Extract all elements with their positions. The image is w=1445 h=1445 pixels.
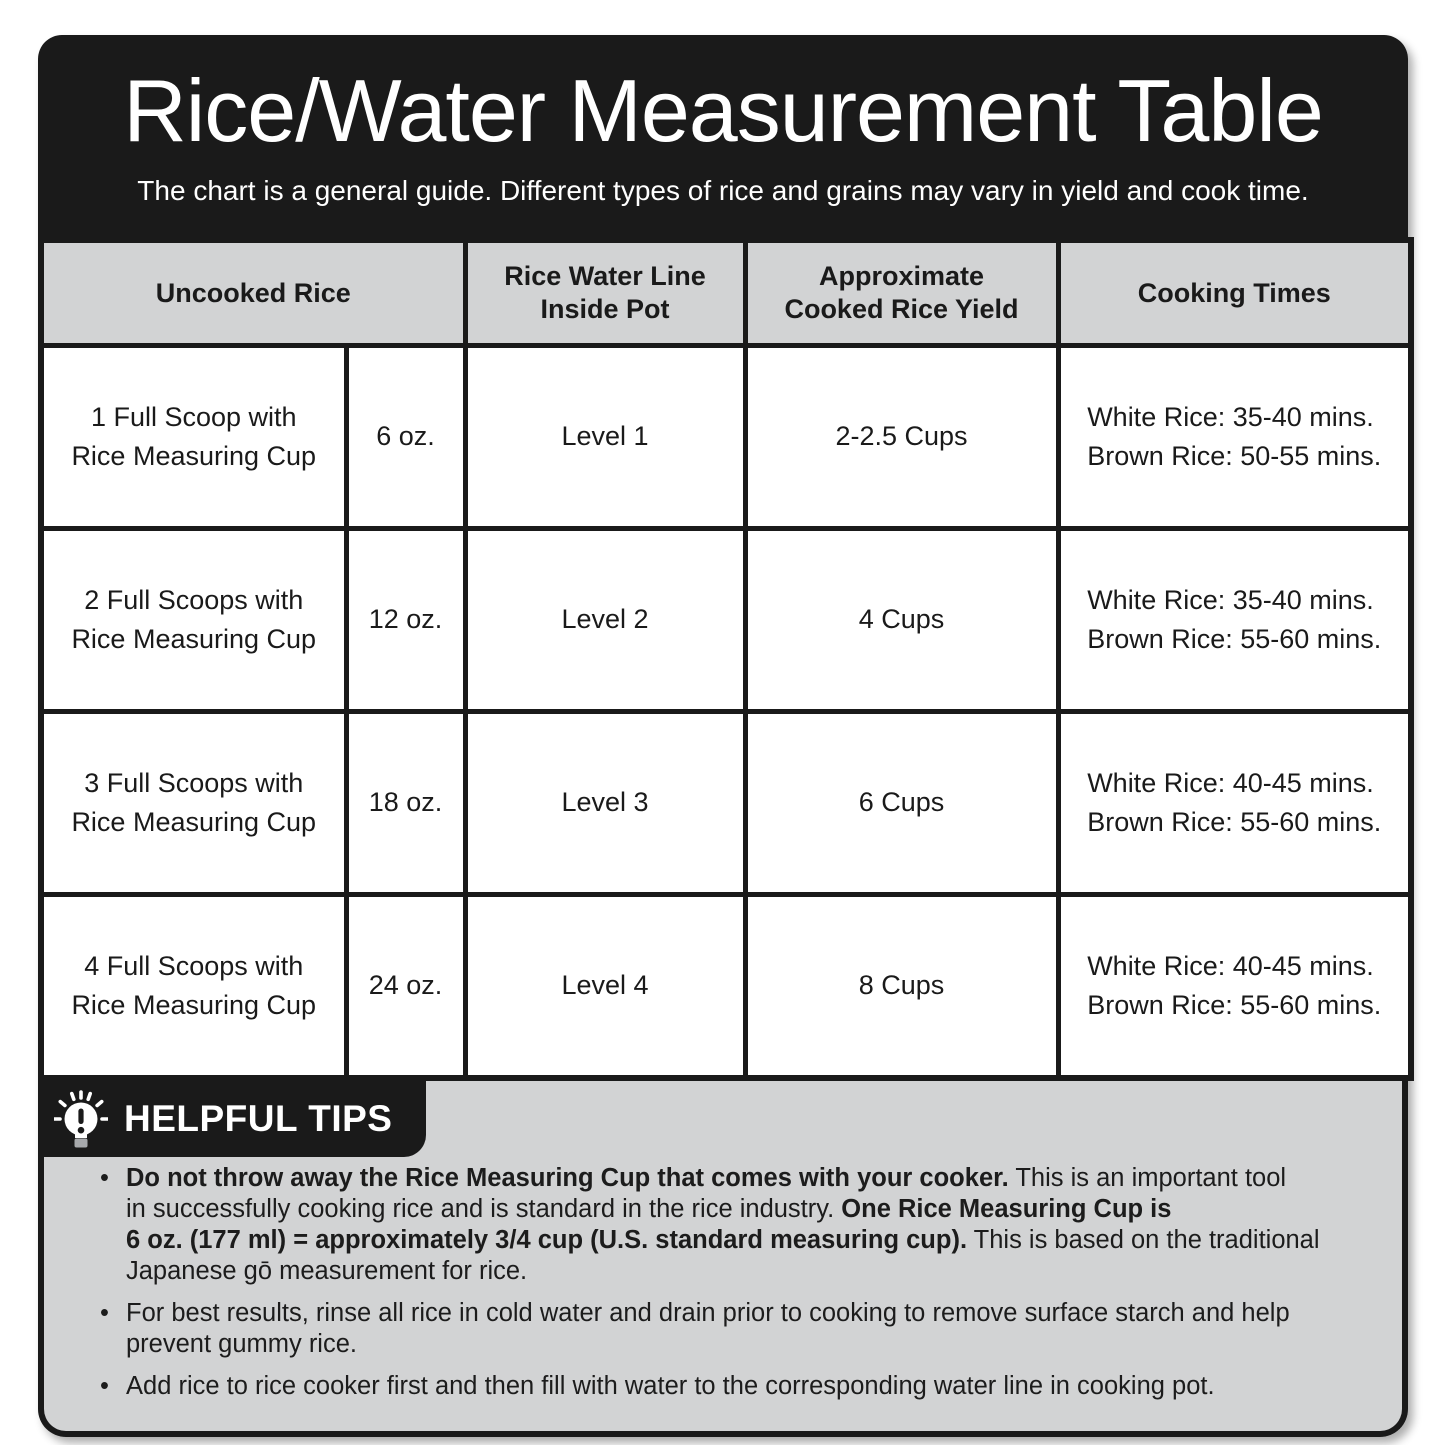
cell-uncooked-rice: 3 Full Scoops with Rice Measuring Cup xyxy=(41,712,346,895)
cell-cooked-yield: 8 Cups xyxy=(745,895,1058,1079)
tip-segment: Japanese gō measurement for rice. xyxy=(126,1257,528,1285)
cell-uncooked-rice: 2 Full Scoops with Rice Measuring Cup xyxy=(41,529,346,712)
tip-text xyxy=(126,1298,1290,1360)
lightbulb-icon xyxy=(54,1089,108,1149)
tip-item xyxy=(100,1371,1368,1402)
cell-water-line: Level 1 xyxy=(465,346,745,529)
tip-item xyxy=(100,1298,1368,1360)
cell-cooking-times xyxy=(1058,895,1411,1079)
cell-water-line: Level 2 xyxy=(465,529,745,712)
cell-cooking-times xyxy=(1058,529,1411,712)
tip-segment: This is based on the traditional xyxy=(967,1226,1320,1254)
table-row xyxy=(41,895,1411,1079)
cooking-times-block: White Rice: 35-40 mins. Brown Rice: 50-55 mins. xyxy=(1087,401,1382,471)
cell-cooked-yield: 4 Cups xyxy=(745,529,1058,712)
tip-line xyxy=(126,1194,1320,1225)
tip-segment-bold: One Rice Measuring Cup is xyxy=(841,1195,1172,1223)
tip-segment: Add rice to rice cooker first and then fill with water to the corresponding water line in cooking pot. xyxy=(126,1372,1215,1400)
tip-segment-bold: 6 oz. (177 ml) = approximately 3/4 cup (U.S. standard measuring cup). xyxy=(126,1226,968,1254)
table-row xyxy=(41,346,1411,529)
tip-segment-bold: Do not throw away the Rice Measuring Cup that comes with your cooker. xyxy=(126,1164,1009,1192)
cell-cooked-yield: 6 Cups xyxy=(745,712,1058,895)
tips-list xyxy=(84,1163,1368,1402)
column-header-uncooked-rice: Uncooked Rice xyxy=(41,240,465,346)
measurement-sheet xyxy=(38,35,1408,1437)
bullet-icon: • xyxy=(100,1164,109,1192)
table-row xyxy=(41,712,1411,895)
header-panel xyxy=(38,35,1408,237)
helpful-tips-heading: HELPFUL TIPS xyxy=(124,1098,393,1139)
cooking-times-block: White Rice: 40-45 mins. Brown Rice: 55-60 mins. xyxy=(1087,767,1382,837)
table-body xyxy=(41,346,1411,1079)
cell-ounces: 18 oz. xyxy=(346,712,465,895)
tip-segment: This is an important tool xyxy=(1008,1164,1287,1192)
measurement-table xyxy=(38,237,1414,1081)
tip-text xyxy=(126,1163,1320,1287)
table-header-row xyxy=(41,240,1411,346)
cell-ounces: 24 oz. xyxy=(346,895,465,1079)
cell-water-line: Level 4 xyxy=(465,895,745,1079)
bullet-icon: • xyxy=(100,1372,109,1400)
cell-cooking-times xyxy=(1058,346,1411,529)
tip-line xyxy=(126,1371,1215,1402)
cell-uncooked-rice: 1 Full Scoop with Rice Measuring Cup xyxy=(41,346,346,529)
cooking-times-block: White Rice: 40-45 mins. Brown Rice: 55-60 mins. xyxy=(1087,950,1382,1020)
cell-cooking-times xyxy=(1058,712,1411,895)
tip-segment: For best results, rinse all rice in cold water and drain prior to cooking to remove surface starch and help xyxy=(126,1299,1290,1327)
page-subtitle: The chart is a general guide. Different types of rice and grains may vary in yield and cook time. xyxy=(137,175,1309,206)
column-header-rice-water-line: Rice Water Line Inside Pot xyxy=(465,240,745,346)
tip-segment: prevent gummy rice. xyxy=(126,1330,357,1358)
column-header-cooked-rice-yield: Approximate Cooked Rice Yield xyxy=(745,240,1058,346)
cell-ounces: 6 oz. xyxy=(346,346,465,529)
cooking-times-block: White Rice: 35-40 mins. Brown Rice: 55-60 mins. xyxy=(1087,584,1382,654)
cell-uncooked-rice: 4 Full Scoops with Rice Measuring Cup xyxy=(41,895,346,1079)
cell-cooked-yield: 2-2.5 Cups xyxy=(745,346,1058,529)
bullet-icon: • xyxy=(100,1299,109,1327)
tip-line xyxy=(126,1225,1320,1256)
tip-line xyxy=(126,1256,1320,1287)
tip-line xyxy=(126,1329,1290,1360)
helpful-tips-badge xyxy=(38,1081,426,1157)
tip-line xyxy=(126,1298,1290,1329)
cell-ounces: 12 oz. xyxy=(346,529,465,712)
helpful-tips-panel xyxy=(38,1081,1408,1437)
tip-line xyxy=(126,1163,1320,1194)
column-header-cooking-times: Cooking Times xyxy=(1058,240,1411,346)
cell-water-line: Level 3 xyxy=(465,712,745,895)
header-row xyxy=(41,240,1411,346)
page-title: Rice/Water Measurement Table xyxy=(123,61,1323,160)
tip-item xyxy=(100,1163,1368,1287)
table-row xyxy=(41,529,1411,712)
tip-text xyxy=(126,1371,1215,1402)
tip-segment: in successfully cooking rice and is standard in the rice industry. xyxy=(126,1195,842,1223)
